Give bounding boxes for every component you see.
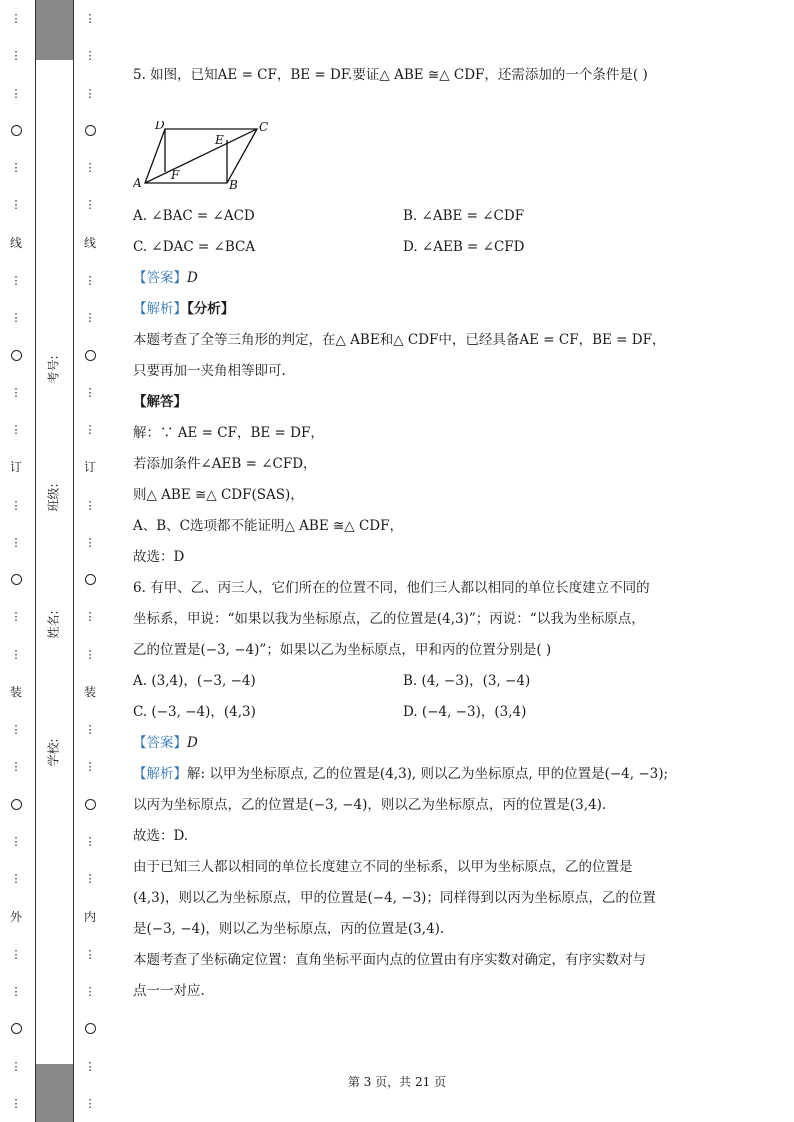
binding-hole-icon <box>11 574 22 585</box>
q6-option-a[interactable]: A. (3,4)，(−3, −4) <box>133 673 256 689</box>
q6-analysis-text: 解: 以甲为坐标原点, 乙的位置是(4,3), 则以乙为坐标原点, 甲的位置是(−4, −3); <box>187 766 669 782</box>
q6-options-row-2 <box>133 697 673 728</box>
binding-hole-icon <box>11 1023 22 1034</box>
q5-stem: 5. 如图，已知AE = CF，BE = DF.要证△ ABE ≅△ CDF，还需添加的一个条件是( ) <box>133 67 648 83</box>
margin-char: 外 <box>10 909 23 924</box>
binding-hole-icon <box>11 350 22 361</box>
page-content <box>133 60 673 1007</box>
margin-char: 订 <box>84 460 97 475</box>
answer-tag: 【答案】 <box>133 270 187 286</box>
class-label: 班级: <box>46 483 61 512</box>
q6-stem-line: 6. 有甲、乙、丙三人，它们所在的位置不同，他们三人都以相同的单位长度建立不同的 <box>133 580 650 596</box>
q5-answer: D <box>187 270 198 286</box>
q6-answer: D <box>187 735 198 751</box>
q5-analysis-line: 本题考查了全等三角形的判定，在△ ABE和△ CDF中，已经具备AE = CF，BE = DF， <box>133 332 666 348</box>
q5-figure <box>133 121 673 203</box>
margin-char: 装 <box>10 684 23 699</box>
exam-number-field[interactable] <box>45 355 62 384</box>
q6-answer-line <box>133 728 673 759</box>
q6-analysis-line: 故选：D. <box>133 828 189 844</box>
q6-analysis-line: 是(−3, −4)，则以乙为坐标原点，丙的位置是(3,4). <box>133 921 445 937</box>
q6-stem-line: 乙的位置是(−3, −4)”；如果以乙为坐标原点，甲和丙的位置分别是( ) <box>133 642 552 658</box>
analysis-tag: 【解析】 <box>133 301 187 317</box>
student-info-column <box>41 355 65 767</box>
q5-solution-line: 解：∵ AE = CF，BE = DF， <box>133 425 324 441</box>
q5-option-a[interactable]: A. ∠BAC = ∠ACD <box>133 208 255 224</box>
solution-tag: 【解答】 <box>133 394 187 410</box>
band-cap-top <box>36 0 73 60</box>
q6-options-row-1 <box>133 666 673 697</box>
q5-solution-line: 则△ ABE ≅△ CDF(SAS)， <box>133 487 304 503</box>
q6-analysis-line: 本题考查了坐标确定位置：直角坐标平面内点的位置由有序实数对确定，有序实数对与 <box>133 952 646 968</box>
margin-char: 线 <box>84 235 97 250</box>
q5-solution-line: 故选：D <box>133 549 185 565</box>
binding-hole-icon <box>85 799 96 810</box>
point-label-a: A <box>133 176 142 190</box>
binding-hole-icon <box>11 125 22 136</box>
point-label-d: D <box>155 121 165 132</box>
q6-analysis-line: (4,3)，则以乙为坐标原点，甲的位置是(−4, −3)；同样得到以丙为坐标原点，乙的位置 <box>133 890 656 906</box>
q5-solution-line: A、B、C选项都不能证明△ ABE ≅△ CDF， <box>133 518 403 534</box>
point-label-f: F <box>171 168 180 182</box>
name-field[interactable] <box>45 610 62 639</box>
analysis-sub-tag: 【分析】 <box>187 301 235 317</box>
q5-solution-line: 若添加条件∠AEB = ∠CFD， <box>133 456 317 472</box>
margin-char: 内 <box>84 909 97 924</box>
binding-hole-icon <box>85 125 96 136</box>
q6-option-d[interactable]: D. (−4, −3)，(3,4) <box>403 704 527 720</box>
class-field[interactable] <box>45 483 62 512</box>
q5-analysis-line: 只要再加一夹角相等即可. <box>133 363 286 379</box>
point-label-e: E <box>215 133 224 147</box>
school-field[interactable] <box>45 738 62 767</box>
q5-options-row-1 <box>133 201 673 232</box>
q5-option-b[interactable]: B. ∠ABE = ∠CDF <box>403 208 525 224</box>
q6-stem-line: 坐标系，甲说：“如果以我为坐标原点，乙的位置是(4,3)”；丙说：“以我为坐标原点， <box>133 611 645 627</box>
binding-hole-icon <box>85 1023 96 1034</box>
q5-option-d[interactable]: D. ∠AEB = ∠CFD <box>403 239 525 255</box>
exam-number-label: 考号: <box>46 355 61 384</box>
q5-analysis-header <box>133 294 673 325</box>
analysis-tag: 【解析】 <box>133 766 187 782</box>
q5-option-c[interactable]: C. ∠DAC = ∠BCA <box>133 239 256 255</box>
point-label-b: B <box>229 178 238 191</box>
q6-analysis-line: 由于已知三人都以相同的单位长度建立不同的坐标系，以甲为坐标原点，乙的位置是 <box>133 859 633 875</box>
q6-analysis-line: 点一一对应. <box>133 983 205 999</box>
binding-hole-icon <box>85 350 96 361</box>
q5-answer-line <box>133 263 673 294</box>
point-label-c: C <box>259 121 269 134</box>
outer-dotted-line: ⋮ ⋮ ⋮ ⋮ ⋮ 线 ⋮ ⋮ ⋮ ⋮ 订 ⋮ ⋮ ⋮ ⋮ 装 ⋮ ⋮ ⋮ ⋮ 外 ⋮ ⋮ ⋮ ⋮ <box>10 12 23 1110</box>
binding-hole-icon <box>11 799 22 810</box>
name-label: 姓名: <box>46 610 61 639</box>
binding-hole-icon <box>85 574 96 585</box>
answer-tag: 【答案】 <box>133 735 187 751</box>
school-label: 学校: <box>46 738 61 767</box>
margin-char: 装 <box>84 684 97 699</box>
margin-char: 线 <box>10 235 23 250</box>
q6-analysis-line <box>133 759 673 790</box>
page-footer: 第 3 页，共 21 页 <box>347 1075 447 1089</box>
margin-char: 订 <box>10 460 23 475</box>
q5-options-row-2 <box>133 232 673 263</box>
q6-analysis-line: 以丙为坐标原点，乙的位置是(−3, −4)，则以乙为坐标原点，丙的位置是(3,4). <box>133 797 607 813</box>
binding-margin <box>0 0 108 1122</box>
parallelogram-diagram <box>133 121 273 191</box>
inner-dotted-line: ⋮ ⋮ ⋮ ⋮ ⋮ 线 ⋮ ⋮ ⋮ ⋮ 订 ⋮ ⋮ ⋮ ⋮ 装 ⋮ ⋮ ⋮ ⋮ 内 ⋮ ⋮ ⋮ ⋮ <box>84 12 97 1110</box>
q6-option-c[interactable]: C. (−3, −4)，(4,3) <box>133 704 256 720</box>
q6-option-b[interactable]: B. (4, −3)，(3, −4) <box>403 673 531 689</box>
